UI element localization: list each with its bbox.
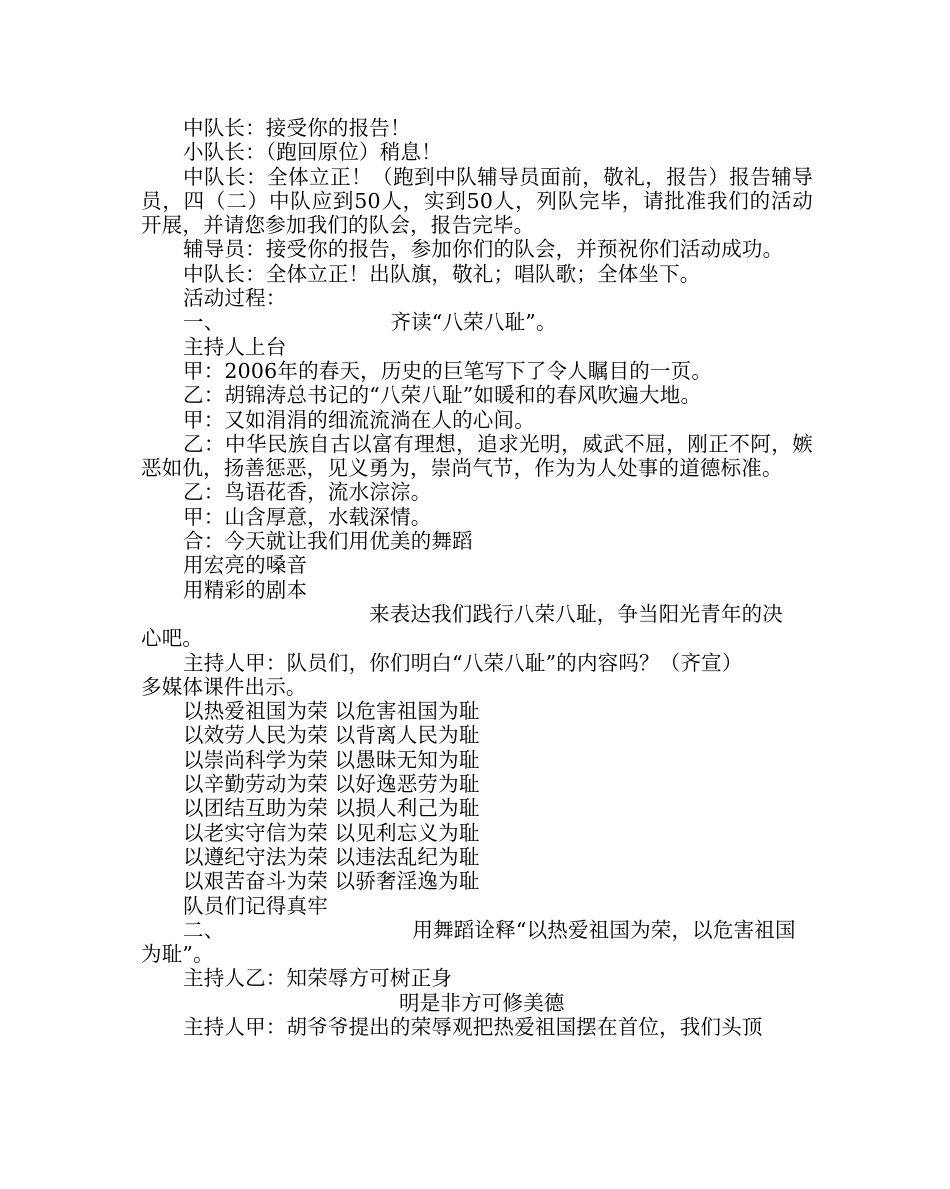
- text-line: 用精彩的剧本: [183, 577, 308, 602]
- text-line: 甲：2006年的春天，历史的巨笔写下了令人瞩目的一页。: [183, 358, 713, 383]
- honor-item: 以老实守信为荣 以见利忘义为耻: [183, 820, 480, 845]
- honor-item: 以崇尚科学为荣 以愚昧无知为耻: [183, 747, 480, 772]
- text-line: 甲：山含厚意，水载深情。: [183, 504, 432, 529]
- paragraph: 乙：中华民族自古以富有理想，追求光明，威武不屈，刚正不阿，嫉恶如仇，扬善惩恶，见义勇为，崇尚气节，作为为人处事的道德标准。: [141, 431, 813, 481]
- text-line: 乙：鸟语花香，流水淙淙。: [183, 480, 432, 505]
- text-line: 心吧。: [141, 626, 204, 651]
- honor-item: 以艰苦奋斗为荣 以骄奢淫逸为耻: [183, 869, 480, 894]
- document-body: [141, 116, 813, 1039]
- text-line: 主持人上台: [183, 334, 287, 359]
- honor-item: 以团结互助为荣 以损人利己为耻: [183, 796, 480, 821]
- text-line: 中队长：接受你的报告！: [183, 116, 411, 140]
- honor-item: 以遵纪守法为荣 以违法乱纪为耻: [183, 844, 480, 869]
- text-line: 乙：胡锦涛总书记的“八荣八耻”如暖和的春风吹遍大地。: [183, 383, 702, 408]
- text-line: 用宏亮的嗓音: [183, 553, 308, 578]
- text-line: 主持人甲：队员们，你们明白“八荣八耻”的内容吗？（齐宣）: [183, 650, 743, 675]
- text-line: 合：今天就让我们用优美的舞蹈: [183, 529, 473, 554]
- text-line: 来表达我们践行八荣八耻，争当阳光青年的决: [369, 601, 783, 626]
- section-number: 一、: [183, 310, 225, 335]
- text-line: 明是非方可修美德: [399, 990, 565, 1015]
- section-heading-1: [141, 310, 813, 334]
- text-line: 中队长：全体立正！出队旗，敬礼；唱队歌；全体坐下。: [183, 261, 701, 286]
- honor-item: 以辛勤劳动为荣 以好逸恶劳为耻: [183, 772, 480, 797]
- text-line: 主持人乙：知荣辱方可树正身: [183, 966, 453, 991]
- section-number: 二、: [183, 917, 225, 942]
- text-line: 队员们记得真牢: [183, 893, 328, 918]
- text-line: 辅导员：接受你的报告，参加你们的队会，并预祝你们活动成功。: [183, 237, 784, 262]
- text-line: 主持人甲：胡爷爷提出的荣辱观把热爱祖国摆在首位，我们头顶: [183, 1014, 763, 1039]
- text-line: 小队长：（跑回原位）稍息！: [183, 140, 442, 165]
- honor-item: 以热爱祖国为荣 以危害祖国为耻: [183, 699, 480, 724]
- section-title: 齐读“八荣八耻”。: [390, 310, 557, 335]
- paragraph: 中队长：全体立正！（跑到中队辅导员面前，敬礼，报告）报告辅导员，四（二）中队应到50人，实到50人，列队完毕，请批准我们的活动开展，并请您参加我们的队会，报告完毕。: [141, 164, 813, 238]
- section-title: 用舞蹈诠释“以热爱祖国为荣，以危害祖国: [412, 917, 796, 942]
- text-line: 为耻”。: [141, 942, 214, 967]
- text-line: 活动过程：: [183, 286, 287, 311]
- section-heading-2: [141, 918, 813, 942]
- text-line: 多媒体课件出示。: [141, 674, 307, 699]
- text-line: 甲：又如涓涓的细流流淌在人的心间。: [183, 407, 535, 432]
- honor-item: 以效劳人民为荣 以背离人民为耻: [183, 723, 480, 748]
